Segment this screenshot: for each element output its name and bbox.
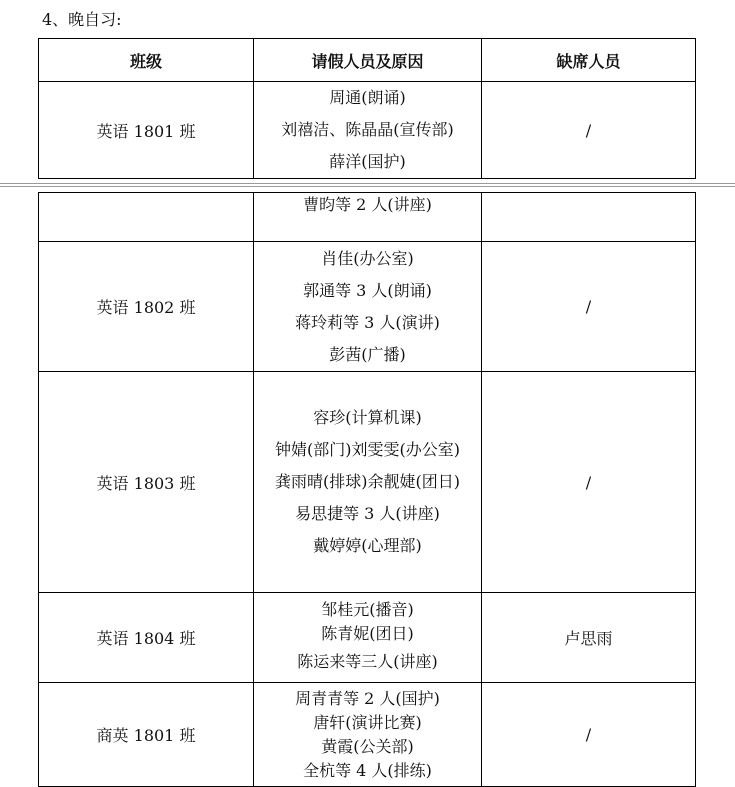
leave-entry: 全杭等 4 人(排练): [303, 760, 432, 780]
leave-cell: [254, 242, 482, 372]
leave-cell: [254, 593, 482, 683]
class-cell: 英语 1802 班: [39, 242, 254, 372]
leave-entry: 陈青妮(团日): [321, 623, 414, 643]
class-cell: [39, 193, 254, 242]
leave-cell: [254, 683, 482, 787]
leave-entry: 薛洋(国护): [329, 152, 406, 171]
leave-cell: [254, 82, 482, 179]
attendance-table-part-1: [38, 38, 696, 179]
leave-cell: [254, 372, 482, 593]
page-break-line: [0, 183, 735, 184]
page-break: [0, 180, 735, 188]
leave-entry: 容珍(计算机课): [313, 408, 422, 427]
absent-cell: /: [482, 372, 696, 593]
class-cell: 英语 1803 班: [39, 372, 254, 593]
absent-cell: /: [482, 242, 696, 372]
leave-entry: 陈运来等三人(讲座): [297, 651, 438, 671]
section-heading: 4、晚自习:: [42, 10, 122, 29]
leave-entry: 邹桂元(播音): [321, 599, 414, 619]
table-row: [39, 372, 696, 593]
absent-cell: 卢思雨: [482, 593, 696, 683]
leave-entry: 戴婷婷(心理部): [313, 536, 422, 555]
leave-cell: [254, 193, 482, 242]
page-break-line: [0, 186, 735, 187]
table-row: [39, 82, 696, 179]
class-cell: 英语 1801 班: [39, 82, 254, 179]
leave-entry: 易思捷等 3 人(讲座): [295, 504, 440, 523]
class-cell: 商英 1801 班: [39, 683, 254, 787]
attendance-table-part-2: [38, 192, 696, 787]
table-row: [39, 593, 696, 683]
absent-cell: /: [482, 82, 696, 179]
leave-entry: 黄霞(公关部): [321, 736, 414, 756]
leave-entry: 周通(朗诵): [329, 88, 406, 107]
leave-entry: 郭通等 3 人(朗诵): [303, 280, 432, 300]
leave-entry: 周青青等 2 人(国护): [295, 688, 440, 708]
leave-entry: 钟婧(部门)刘雯雯(办公室): [275, 440, 460, 459]
header-class: 班级: [39, 39, 254, 82]
absent-cell: /: [482, 683, 696, 787]
leave-entry: 肖佳(办公室): [321, 248, 414, 268]
leave-entry: 刘禧洁、陈晶晶(宣传部): [281, 120, 454, 139]
table-row: [39, 193, 696, 242]
table-header-row: [39, 39, 696, 82]
leave-entry: 曹昀等 2 人(讲座): [303, 195, 432, 214]
table-row: [39, 683, 696, 787]
header-leave: 请假人员及原因: [254, 39, 482, 82]
table-row: [39, 242, 696, 372]
absent-cell: [482, 193, 696, 242]
leave-entry: 龚雨晴(排球)余靓婕(团日): [275, 472, 460, 491]
leave-entry: 唐轩(演讲比赛): [313, 712, 422, 732]
leave-entry: 彭茜(广播): [329, 344, 406, 364]
leave-entry: 蒋玲莉等 3 人(演讲): [295, 312, 440, 332]
header-absent: 缺席人员: [482, 39, 696, 82]
class-cell: 英语 1804 班: [39, 593, 254, 683]
